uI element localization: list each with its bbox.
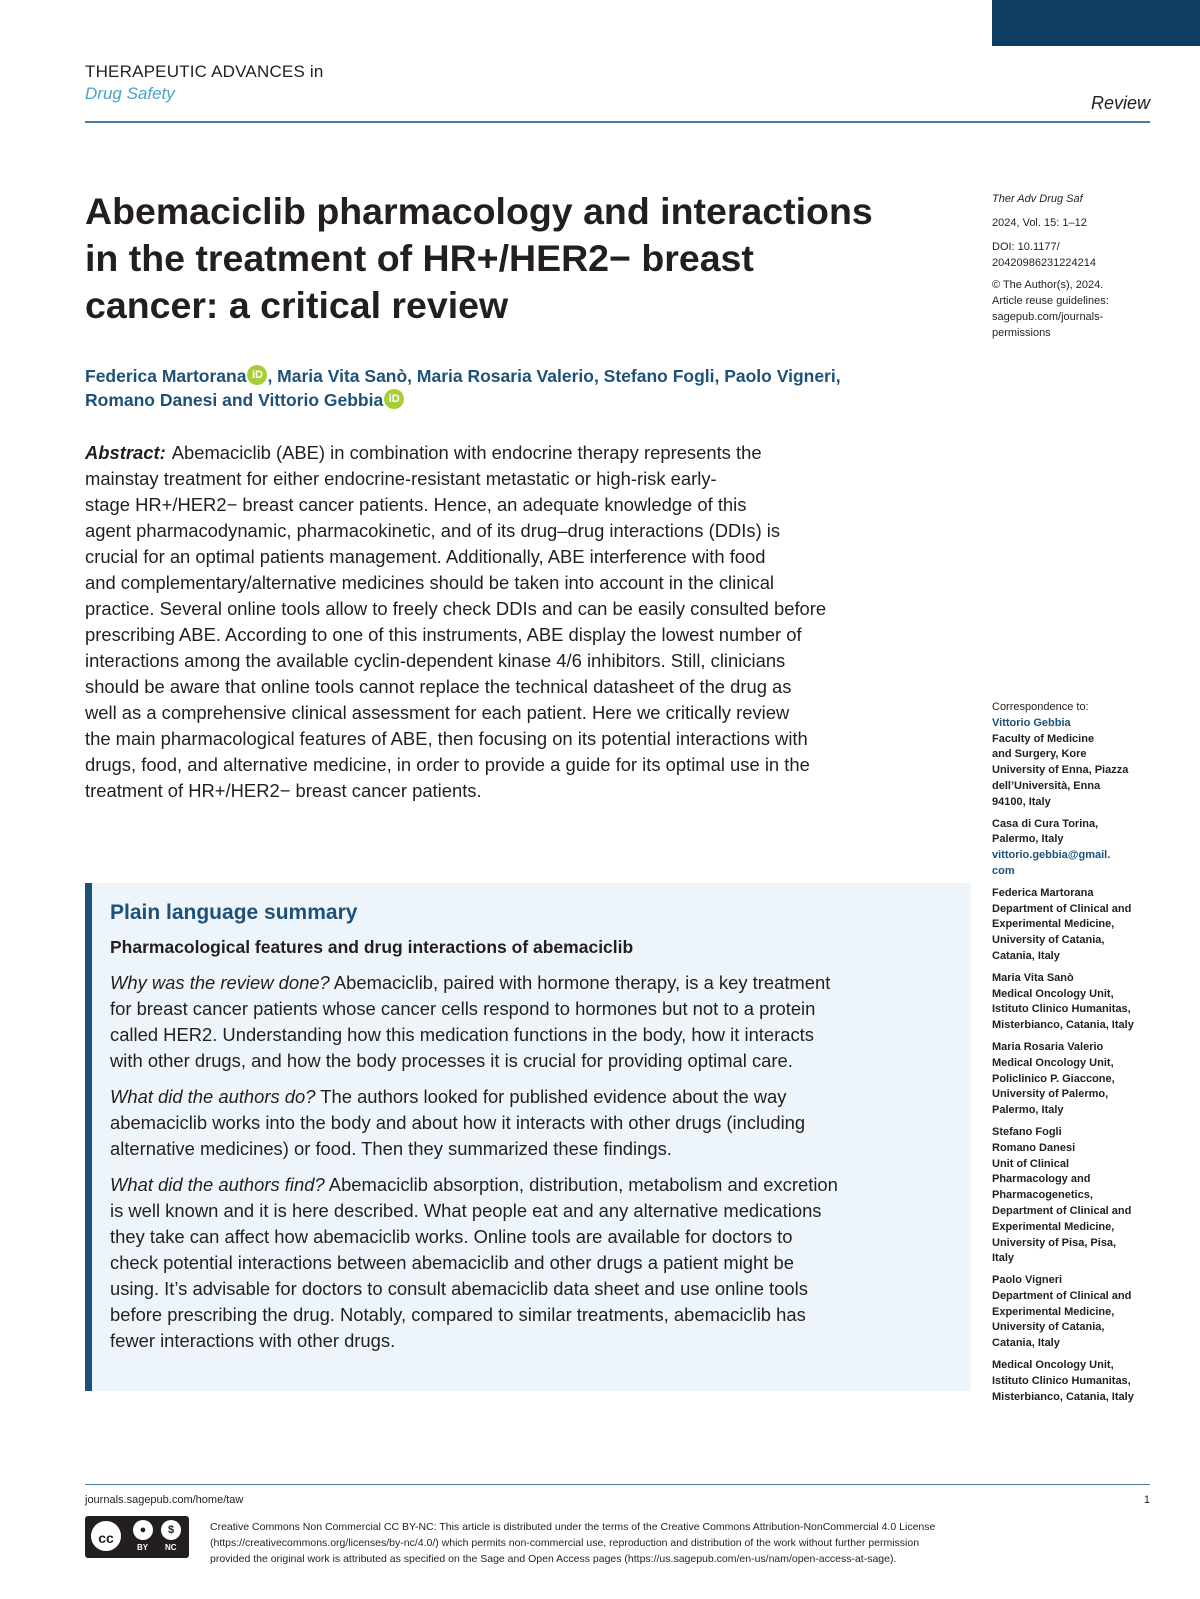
volume-info: 2024, Vol. 15: 1–12 — [992, 217, 1087, 229]
header-divider — [85, 121, 1150, 123]
summary-heading: Plain language summary — [110, 901, 358, 924]
attribution-icon: ● — [133, 1520, 153, 1540]
affiliation-line: Misterbianco, Catania, Italy — [992, 1019, 1134, 1032]
email-line: com — [992, 864, 1015, 877]
license-line: (https://creativecommons.org/licenses/by-nc/4.0/) which permits non-commercial use, reproduction and distribution of the work without further permission — [210, 1537, 920, 1549]
correspondence-label: Correspondence to: — [992, 701, 1089, 713]
cc-nc-label: NC — [165, 1543, 177, 1552]
noncommercial-icon: $ — [161, 1520, 181, 1540]
author-names: Romano Danesi and Vittorio Gebbia — [85, 390, 384, 410]
abstract-line: practice. Several online tools allow to freely check DDIs and can be easily consulted before — [85, 598, 827, 619]
affiliation-author: Paolo Vigneri — [992, 1274, 1063, 1287]
affiliation-line: Experimental Medicine, — [992, 918, 1115, 931]
reuse-guidelines[interactable] — [992, 293, 1172, 341]
summary-subheading: Pharmacological features and drug interactions of abemaciclib — [110, 937, 634, 957]
author-name[interactable]: Federica Martorana — [85, 366, 247, 386]
cc-icon: cc — [89, 1519, 123, 1553]
summary-line: alternative medicines) or food. Then they summarized these findings. — [110, 1138, 672, 1159]
summary-line: check potential interactions between abemaciclib and other drugs a patient might be — [110, 1252, 794, 1273]
affiliation-block — [992, 1125, 1172, 1267]
abstract-line: treatment of HR+/HER2− breast cancer patients. — [85, 780, 482, 801]
affiliation-block — [992, 1040, 1172, 1119]
summary-question: What did the authors do? — [110, 1086, 316, 1107]
correspondence-email[interactable] — [992, 849, 1110, 877]
abstract-line: interactions among the available cyclin-dependent kinase 4/6 inhibitors. Still, clinicians — [85, 650, 786, 671]
affiliation-author: Stefano Fogli — [992, 1125, 1062, 1138]
affiliation-line: dell’Università, Enna — [992, 779, 1101, 792]
summary-line: is well known and it is here described. What people eat and any alternative medications — [110, 1200, 822, 1221]
abstract-line: should be aware that online tools cannot replace the technical datasheet of the drug as — [85, 676, 792, 697]
summary-line: abemaciclib works into the body and about how it interacts with other drugs (including — [110, 1112, 806, 1133]
affiliation-line: Experimental Medicine, — [992, 1220, 1115, 1233]
affiliation-line: Palermo, Italy — [992, 833, 1064, 846]
affiliation-block — [992, 886, 1172, 965]
journal-name-line1: THERAPEUTIC ADVANCES in — [85, 62, 324, 81]
summary-paragraph — [110, 1172, 951, 1354]
summary-line: with other drugs, and how the body processes it is crucial for providing optimal care. — [110, 1050, 793, 1071]
affiliation-line: Casa di Cura Torina, — [992, 817, 1099, 830]
affiliation-line: Istituto Clinico Humanitas, — [992, 1003, 1131, 1016]
correspondence-name: Vittorio Gebbia — [992, 716, 1071, 729]
affiliation-line: University of Enna, Piazza — [992, 764, 1129, 777]
title-line: Abemaciclib pharmacology and interactions — [85, 190, 873, 232]
affiliation-line: Medical Oncology Unit, — [992, 987, 1114, 1000]
affiliation-line: Medical Oncology Unit, — [992, 1359, 1114, 1372]
abstract-line: prescribing ABE. According to one of this instruments, ABE display the lowest number of — [85, 624, 802, 645]
abstract-line: mainstay treatment for either endocrine-resistant metastatic or high-risk early- — [85, 468, 717, 489]
creative-commons-badge[interactable] — [85, 1516, 189, 1558]
affiliation-author: Maria Rosaria Valerio — [992, 1040, 1104, 1053]
article-metadata — [992, 191, 1172, 341]
summary-line: fewer interactions with other drugs. — [110, 1330, 396, 1351]
doi-line: DOI: 10.1177/ — [992, 241, 1060, 253]
orcid-icon[interactable]: iD — [247, 365, 267, 385]
affiliations-sidebar — [992, 700, 1172, 1411]
doi-line: 20420986231224214 — [992, 257, 1097, 269]
author-names: , Maria Vita Sanò, Maria Rosaria Valerio, Stefano Fogli, Paolo Vigneri, — [267, 366, 841, 386]
page-number: 1 — [1143, 1494, 1150, 1506]
affiliation-author: Federica Martorana — [992, 886, 1094, 899]
reuse-line: Article reuse guidelines: — [992, 295, 1109, 307]
affiliation-line: Unit of Clinical — [992, 1157, 1069, 1170]
affiliation-line: University of Catania, — [992, 934, 1105, 947]
journal-url[interactable]: journals.sagepub.com/home/taw — [85, 1494, 244, 1506]
journal-name — [85, 62, 324, 104]
abstract-line: agent pharmacodynamic, pharmacokinetic, and of its drug–drug interactions (DDIs) is — [85, 520, 781, 541]
affiliation-line: and Surgery, Kore — [992, 748, 1087, 761]
copyright: © The Author(s), 2024. — [992, 279, 1104, 291]
affiliation-author: Maria Vita Sanò — [992, 971, 1074, 984]
affiliation-line: Pharmacology and — [992, 1173, 1091, 1186]
article-type: Review — [1090, 93, 1150, 113]
abstract-line: well as a comprehensive clinical assessment for each patient. Here we critically review — [85, 702, 790, 723]
abstract-line: Abemaciclib (ABE) in combination with endocrine therapy represents the — [171, 442, 762, 463]
affiliation-line: Faculty of Medicine — [992, 732, 1095, 745]
abstract-line: crucial for an optimal patients management. Additionally, ABE interference with food — [85, 546, 766, 567]
affiliation-line: University of Catania, — [992, 1321, 1105, 1334]
affiliation-author: Romano Danesi — [992, 1141, 1076, 1154]
affiliation-line: Italy — [992, 1252, 1015, 1265]
summary-line: using. It’s advisable for doctors to consult abemaciclib data sheet and use online tools — [110, 1278, 808, 1299]
affiliation-line: Policlinico P. Giaccone, — [992, 1072, 1115, 1085]
plain-language-summary — [85, 883, 971, 1391]
affiliation-line: Department of Clinical and — [992, 902, 1132, 915]
doi[interactable] — [992, 239, 1172, 271]
license-line: provided the original work is attributed as specified on the Sage and Open Access pages (https://us.sagepub.com/en-us/nam/open-access-at-sage). — [210, 1553, 897, 1565]
affiliation-line: University of Pisa, Pisa, — [992, 1236, 1117, 1249]
correspondence-second-affiliation — [992, 817, 1172, 880]
affiliation-block — [992, 971, 1172, 1034]
summary-line: Abemaciclib, paired with hormone therapy, is a key treatment — [329, 972, 831, 993]
summary-line: Abemaciclib absorption, distribution, metabolism and excretion — [324, 1174, 838, 1195]
abstract-label: Abstract: — [85, 442, 166, 463]
summary-line: they take can affect how abemaciclib works. Online tools are available for doctors to — [110, 1226, 793, 1247]
affiliation-line: Catania, Italy — [992, 1337, 1060, 1350]
journal-abbreviation: Ther Adv Drug Saf — [992, 193, 1083, 205]
affiliation-block — [992, 1273, 1172, 1352]
affiliation-line: Catania, Italy — [992, 949, 1060, 962]
affiliation-line: University of Palermo, — [992, 1088, 1109, 1101]
affiliation-line: 94100, Italy — [992, 795, 1051, 808]
summary-question: What did the authors find? — [110, 1174, 325, 1195]
summary-line: before prescribing the drug. Notably, compared to similar treatments, abemaciclib has — [110, 1304, 806, 1325]
abstract-line: and complementary/alternative medicines should be taken into account in the clinical — [85, 572, 775, 593]
title-line: cancer: a critical review — [85, 284, 509, 326]
affiliation-block — [992, 1358, 1172, 1405]
summary-question: Why was the review done? — [110, 972, 330, 993]
license-line: Creative Commons Non Commercial CC BY-NC: This article is distributed under the terms of the Creative Commons Attribution-NonCommercial 4.0 License — [210, 1521, 936, 1533]
footer-divider — [85, 1484, 1150, 1485]
affiliation-line: Experimental Medicine, — [992, 1305, 1115, 1318]
abstract — [85, 440, 965, 804]
affiliation-line: Palermo, Italy — [992, 1104, 1064, 1117]
orcid-icon[interactable]: iD — [384, 389, 404, 409]
abstract-line: stage HR+/HER2− breast cancer patients. Hence, an adequate knowledge of this — [85, 494, 747, 515]
summary-paragraph — [110, 970, 951, 1074]
affiliation-line: Pharmacogenetics, — [992, 1189, 1093, 1202]
summary-line: called HER2. Understanding how this medication functions in the body, how it interacts — [110, 1024, 814, 1045]
affiliation-line: Istituto Clinico Humanitas, — [992, 1374, 1131, 1387]
abstract-line: the main pharmacological features of ABE, then focusing on its potential interactions with — [85, 728, 808, 749]
affiliation-line: Misterbianco, Catania, Italy — [992, 1390, 1134, 1403]
reuse-line: permissions — [992, 327, 1051, 339]
email-line: vittorio.gebbia@gmail. — [992, 849, 1111, 862]
affiliation-line: Medical Oncology Unit, — [992, 1056, 1114, 1069]
summary-paragraph — [110, 1084, 951, 1162]
affiliation-line: Department of Clinical and — [992, 1204, 1132, 1217]
article-title — [85, 188, 945, 329]
summary-line: The authors looked for published evidence about the way — [315, 1086, 787, 1107]
license-text — [210, 1519, 1160, 1567]
reuse-line: sagepub.com/journals- — [992, 311, 1104, 323]
header-corner-bar — [992, 0, 1200, 46]
abstract-line: drugs, food, and alternative medicine, in order to provide a guide for its optimal use in the — [85, 754, 810, 775]
affiliation-line: Department of Clinical and — [992, 1289, 1132, 1302]
summary-line: for breast cancer patients whose cancer cells respond to hormones but not to a protein — [110, 998, 816, 1019]
correspondence-block — [992, 700, 1172, 811]
author-list — [85, 364, 945, 412]
journal-name-line2: Drug Safety — [85, 84, 175, 103]
title-line: in the treatment of HR+/HER2− breast — [85, 237, 754, 279]
cc-by-label: BY — [137, 1543, 149, 1552]
